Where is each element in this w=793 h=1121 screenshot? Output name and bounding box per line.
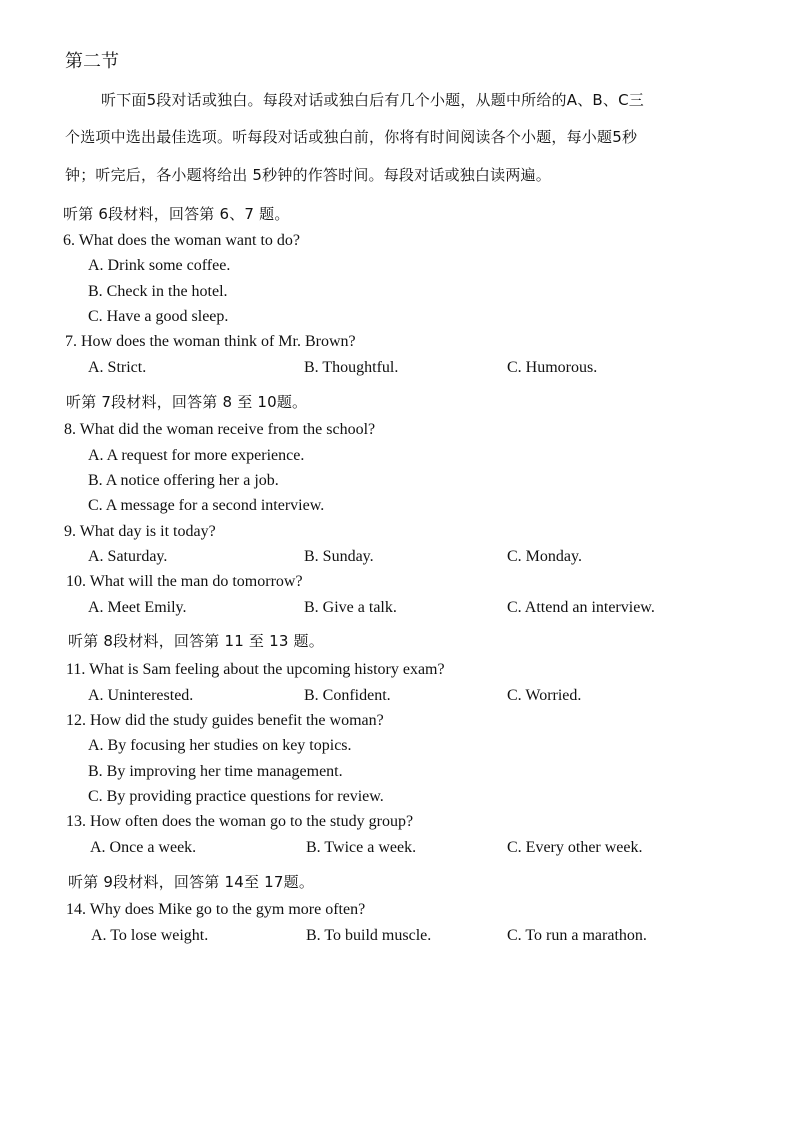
option-13a[interactable]: A. Once a week. xyxy=(90,839,197,856)
option-6a[interactable]: A. Drink some coffee. xyxy=(88,257,231,274)
option-6b[interactable]: B. Check in the hotel. xyxy=(88,283,228,300)
option-11a[interactable]: A. Uninterested. xyxy=(88,687,194,704)
option-8b[interactable]: B. A notice offering her a job. xyxy=(88,472,279,489)
option-7a[interactable]: A. Strict. xyxy=(88,359,147,376)
option-12b[interactable]: B. By improving her time management. xyxy=(88,763,343,780)
instructions-line-2: 个选项中选出最佳选项。听每段对话或独白前，你将有时间阅读各个小题，每小题5秒 xyxy=(65,128,638,146)
option-12c[interactable]: C. By providing practice questions for review. xyxy=(88,788,384,805)
question-11: 11. What is Sam feeling about the upcoming history exam? xyxy=(66,661,445,678)
option-14c[interactable]: C. To run a marathon. xyxy=(507,927,647,944)
option-14b[interactable]: B. To build muscle. xyxy=(306,927,432,944)
option-8c[interactable]: C. A message for a second interview. xyxy=(88,497,325,514)
question-13: 13. How often does the woman go to the study group? xyxy=(66,813,414,830)
option-11c[interactable]: C. Worried. xyxy=(507,687,582,704)
question-10: 10. What will the man do tomorrow? xyxy=(66,573,303,590)
option-9a[interactable]: A. Saturday. xyxy=(88,548,168,565)
question-9: 9. What day is it today? xyxy=(64,523,216,540)
material-heading-9: 听第 9段材料，回答第 14至 17题。 xyxy=(68,873,315,891)
option-13c[interactable]: C. Every other week. xyxy=(507,839,643,856)
section-title: 第二节 xyxy=(65,51,119,72)
option-10a[interactable]: A. Meet Emily. xyxy=(88,599,187,616)
option-9c[interactable]: C. Monday. xyxy=(507,548,582,565)
option-9b[interactable]: B. Sunday. xyxy=(304,548,374,565)
question-14: 14. Why does Mike go to the gym more often? xyxy=(66,901,366,918)
question-8: 8. What did the woman receive from the school? xyxy=(64,421,376,438)
option-8a[interactable]: A. A request for more experience. xyxy=(88,447,305,464)
instructions-line-1: 听下面5段对话或独白。每段对话或独白后有几个小题，从题中所给的A、B、C三 xyxy=(101,91,644,109)
question-6: 6. What does the woman want to do? xyxy=(63,232,300,249)
option-14a[interactable]: A. To lose weight. xyxy=(91,927,209,944)
option-10c[interactable]: C. Attend an interview. xyxy=(507,599,655,616)
option-12a[interactable]: A. By focusing her studies on key topics. xyxy=(88,737,352,754)
question-7: 7. How does the woman think of Mr. Brown? xyxy=(65,333,356,350)
option-10b[interactable]: B. Give a talk. xyxy=(304,599,397,616)
option-11b[interactable]: B. Confident. xyxy=(304,687,391,704)
option-7b[interactable]: B. Thoughtful. xyxy=(304,359,399,376)
option-6c[interactable]: C. Have a good sleep. xyxy=(88,308,229,325)
material-heading-8: 听第 8段材料，回答第 11 至 13 题。 xyxy=(68,632,324,650)
option-7c[interactable]: C. Humorous. xyxy=(507,359,598,376)
material-heading-6: 听第 6段材料，回答第 6、7 题。 xyxy=(63,205,290,223)
instructions-line-3: 钟；听完后，各小题将给出 5秒钟的作答时间。每段对话或独白读两遍。 xyxy=(65,166,551,184)
option-13b[interactable]: B. Twice a week. xyxy=(306,839,417,856)
material-heading-7: 听第 7段材料，回答第 8 至 10题。 xyxy=(66,393,308,411)
question-12: 12. How did the study guides benefit the woman? xyxy=(66,712,384,729)
